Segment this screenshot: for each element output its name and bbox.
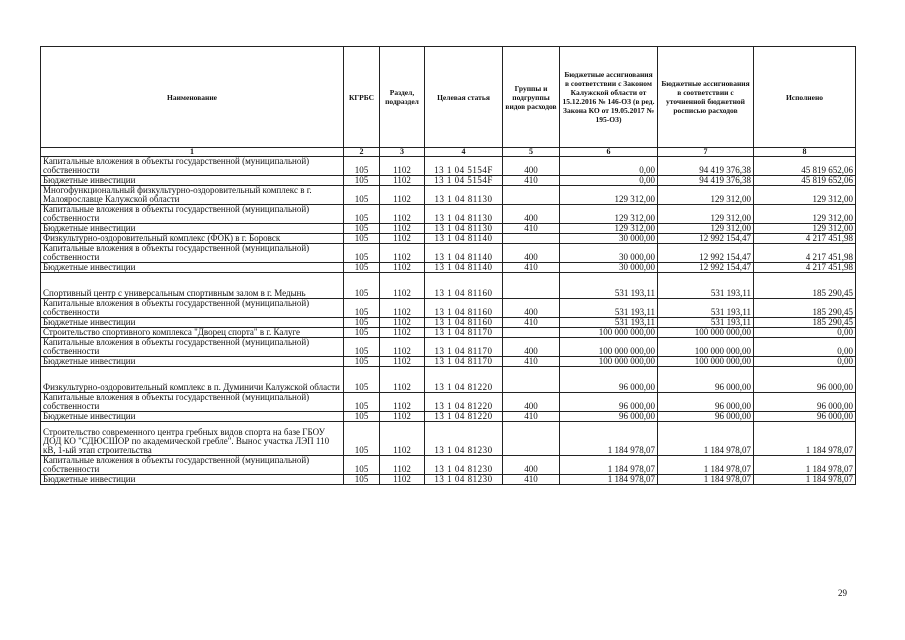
row-executed-amount: 4 217 451,98 [754, 263, 856, 273]
row-kgrbs: 105 [344, 299, 380, 318]
row-group: 410 [503, 224, 560, 234]
row-kgrbs: 105 [344, 234, 380, 244]
table-row [41, 157, 856, 176]
row-name: Бюджетные инвестиции [41, 412, 344, 422]
table-row [41, 234, 856, 244]
row-target: 13 1 04 81220 [425, 412, 503, 422]
table-row [41, 367, 856, 393]
row-roster-amount: 1 184 978,07 [658, 422, 754, 456]
row-target: 13 1 04 81160 [425, 318, 503, 328]
row-executed-amount: 0,00 [754, 357, 856, 367]
row-law-amount: 100 000 000,00 [560, 357, 658, 367]
col-number: 4 [425, 148, 503, 157]
row-kgrbs: 105 [344, 224, 380, 234]
header-law-allocations: Бюджетные ассигнования в соответствии с Законом Калужской области от 15.12.2016 № 146-ОЗ (в ред. Закона КО от 19.05.2017 № 195-ОЗ) [560, 47, 658, 148]
row-group: 410 [503, 176, 560, 186]
row-target: 13 1 04 81140 [425, 263, 503, 273]
row-kgrbs: 105 [344, 338, 380, 357]
row-group [503, 367, 560, 393]
row-section: 1102 [380, 456, 425, 475]
row-kgrbs: 105 [344, 157, 380, 176]
row-target: 13 1 04 81230 [425, 456, 503, 475]
row-executed-amount: 0,00 [754, 338, 856, 357]
row-target: 13 1 04 5154F [425, 157, 503, 176]
row-name: Бюджетные инвестиции [41, 263, 344, 273]
row-section: 1102 [380, 475, 425, 485]
col-number: 1 [41, 148, 344, 157]
row-kgrbs: 105 [344, 357, 380, 367]
row-name: Строительство спортивного комплекса "Дворец спорта" в г. Калуге [41, 328, 344, 338]
row-executed-amount: 4 217 451,98 [754, 244, 856, 263]
col-number: 3 [380, 148, 425, 157]
header-roster-allocations: Бюджетные ассигнования в соответствии с уточненной бюджетной росписью расходов [658, 47, 754, 148]
row-target: 13 1 04 5154F [425, 176, 503, 186]
row-section: 1102 [380, 263, 425, 273]
row-roster-amount: 94 419 376,38 [658, 157, 754, 176]
row-law-amount: 1 184 978,07 [560, 475, 658, 485]
header-group: Группы и подгруппы видов расходов [503, 47, 560, 148]
row-target: 13 1 04 81170 [425, 328, 503, 338]
row-law-amount: 30 000,00 [560, 263, 658, 273]
row-kgrbs: 105 [344, 456, 380, 475]
row-section: 1102 [380, 224, 425, 234]
row-law-amount: 96 000,00 [560, 412, 658, 422]
row-executed-amount: 1 184 978,07 [754, 475, 856, 485]
row-roster-amount: 100 000 000,00 [658, 338, 754, 357]
row-kgrbs: 105 [344, 176, 380, 186]
row-kgrbs: 105 [344, 273, 380, 299]
col-number: 6 [560, 148, 658, 157]
row-law-amount: 531 193,11 [560, 273, 658, 299]
row-group: 410 [503, 263, 560, 273]
row-executed-amount: 45 819 652,06 [754, 157, 856, 176]
row-section: 1102 [380, 328, 425, 338]
table-row [41, 456, 856, 475]
row-executed-amount: 129 312,00 [754, 205, 856, 224]
row-law-amount: 0,00 [560, 176, 658, 186]
row-executed-amount: 96 000,00 [754, 412, 856, 422]
row-law-amount: 30 000,00 [560, 244, 658, 263]
row-group: 400 [503, 456, 560, 475]
row-target: 13 1 04 81170 [425, 338, 503, 357]
row-executed-amount: 96 000,00 [754, 393, 856, 412]
row-kgrbs: 105 [344, 475, 380, 485]
row-roster-amount: 12 992 154,47 [658, 234, 754, 244]
row-target: 13 1 04 81230 [425, 475, 503, 485]
table-row [41, 244, 856, 263]
row-target: 13 1 04 81170 [425, 357, 503, 367]
row-executed-amount: 4 217 451,98 [754, 234, 856, 244]
row-target: 13 1 04 81130 [425, 205, 503, 224]
header-executed: Исполнено [754, 47, 856, 148]
row-section: 1102 [380, 357, 425, 367]
row-target: 13 1 04 81230 [425, 422, 503, 456]
table-body [41, 157, 856, 485]
row-roster-amount: 94 419 376,38 [658, 176, 754, 186]
row-name: Физкультурно-оздоровительный комплекс (ФОК) в г. Боровск [41, 234, 344, 244]
row-section: 1102 [380, 234, 425, 244]
row-name: Бюджетные инвестиции [41, 357, 344, 367]
row-roster-amount: 1 184 978,07 [658, 456, 754, 475]
row-group: 400 [503, 338, 560, 357]
row-executed-amount: 45 819 652,06 [754, 176, 856, 186]
row-kgrbs: 105 [344, 244, 380, 263]
row-roster-amount: 129 312,00 [658, 205, 754, 224]
table-row [41, 224, 856, 234]
row-section: 1102 [380, 176, 425, 186]
col-number: 7 [658, 148, 754, 157]
row-section: 1102 [380, 422, 425, 456]
header-target: Целевая статья [425, 47, 503, 148]
row-group: 400 [503, 393, 560, 412]
row-group [503, 234, 560, 244]
row-name: Капитальные вложения в объекты государственной (муниципальной) собственности [41, 157, 344, 176]
table-row [41, 299, 856, 318]
row-kgrbs: 105 [344, 263, 380, 273]
row-roster-amount: 96 000,00 [658, 393, 754, 412]
table-row [41, 273, 856, 299]
row-name: Капитальные вложения в объекты государственной (муниципальной) собственности [41, 299, 344, 318]
row-roster-amount: 1 184 978,07 [658, 475, 754, 485]
row-law-amount: 531 193,11 [560, 299, 658, 318]
row-name: Бюджетные инвестиции [41, 318, 344, 328]
row-roster-amount: 129 312,00 [658, 186, 754, 205]
row-name: Капитальные вложения в объекты государственной (муниципальной) собственности [41, 338, 344, 357]
row-section: 1102 [380, 318, 425, 328]
row-section: 1102 [380, 412, 425, 422]
row-section: 1102 [380, 186, 425, 205]
table-row [41, 318, 856, 328]
table-row [41, 205, 856, 224]
row-name: Бюджетные инвестиции [41, 475, 344, 485]
col-number: 5 [503, 148, 560, 157]
row-kgrbs: 105 [344, 393, 380, 412]
row-executed-amount: 185 290,45 [754, 273, 856, 299]
header-kgrbs: КГРБС [344, 47, 380, 148]
row-roster-amount: 129 312,00 [658, 224, 754, 234]
row-executed-amount: 0,00 [754, 328, 856, 338]
table-row [41, 357, 856, 367]
row-section: 1102 [380, 157, 425, 176]
row-group: 400 [503, 205, 560, 224]
column-numbers-row [41, 148, 856, 157]
row-target: 13 1 04 81160 [425, 299, 503, 318]
row-kgrbs: 105 [344, 186, 380, 205]
row-law-amount: 1 184 978,07 [560, 456, 658, 475]
header-section: Раздел, подраздел [380, 47, 425, 148]
row-kgrbs: 105 [344, 328, 380, 338]
row-law-amount: 1 184 978,07 [560, 422, 658, 456]
row-name: Капитальные вложения в объекты государственной (муниципальной) собственности [41, 393, 344, 412]
row-group: 410 [503, 475, 560, 485]
table-row [41, 263, 856, 273]
row-group [503, 422, 560, 456]
row-law-amount: 96 000,00 [560, 367, 658, 393]
table-row [41, 328, 856, 338]
col-number: 8 [754, 148, 856, 157]
row-roster-amount: 100 000 000,00 [658, 357, 754, 367]
row-group: 410 [503, 412, 560, 422]
budget-table [40, 46, 856, 485]
row-target: 13 1 04 81130 [425, 224, 503, 234]
row-group: 400 [503, 299, 560, 318]
row-kgrbs: 105 [344, 205, 380, 224]
row-executed-amount: 1 184 978,07 [754, 456, 856, 475]
row-section: 1102 [380, 393, 425, 412]
row-group: 410 [503, 357, 560, 367]
row-group: 400 [503, 244, 560, 263]
row-name: Бюджетные инвестиции [41, 176, 344, 186]
row-target: 13 1 04 81220 [425, 393, 503, 412]
row-kgrbs: 105 [344, 412, 380, 422]
row-law-amount: 100 000 000,00 [560, 328, 658, 338]
row-section: 1102 [380, 367, 425, 393]
row-name: Многофункциональный физкультурно-оздоровительный комплекс в г. Малоярославце Калужской области [41, 186, 344, 205]
row-roster-amount: 100 000 000,00 [658, 328, 754, 338]
row-name: Бюджетные инвестиции [41, 224, 344, 234]
budget-table-sheet [40, 46, 855, 485]
row-group: 400 [503, 157, 560, 176]
row-executed-amount: 1 184 978,07 [754, 422, 856, 456]
row-kgrbs: 105 [344, 367, 380, 393]
table-row [41, 338, 856, 357]
row-kgrbs: 105 [344, 422, 380, 456]
row-law-amount: 96 000,00 [560, 393, 658, 412]
table-row [41, 176, 856, 186]
row-target: 13 1 04 81140 [425, 244, 503, 263]
row-roster-amount: 96 000,00 [658, 367, 754, 393]
table-row [41, 393, 856, 412]
row-executed-amount: 96 000,00 [754, 367, 856, 393]
row-roster-amount: 531 193,11 [658, 273, 754, 299]
row-target: 13 1 04 81220 [425, 367, 503, 393]
page-number: 29 [838, 588, 847, 598]
row-group [503, 328, 560, 338]
row-executed-amount: 185 290,45 [754, 299, 856, 318]
row-law-amount: 129 312,00 [560, 224, 658, 234]
row-name: Спортивный центр с универсальным спортивным залом в г. Медынь [41, 273, 344, 299]
row-section: 1102 [380, 273, 425, 299]
row-name: Капитальные вложения в объекты государственной (муниципальной) собственности [41, 244, 344, 263]
row-kgrbs: 105 [344, 318, 380, 328]
table-row [41, 422, 856, 456]
row-group: 410 [503, 318, 560, 328]
row-roster-amount: 531 193,11 [658, 318, 754, 328]
row-roster-amount: 12 992 154,47 [658, 263, 754, 273]
row-law-amount: 531 193,11 [560, 318, 658, 328]
header-row [41, 47, 856, 148]
row-name: Физкультурно-оздоровительный комплекс в п. Думиничи Калужской области [41, 367, 344, 393]
row-section: 1102 [380, 244, 425, 263]
row-roster-amount: 12 992 154,47 [658, 244, 754, 263]
row-name: Строительство современного центра гребных видов спорта на базе ГБОУ ДОД КО "СДЮСШОР по академической гребле". Вынос участка ЛЭП 110 кВ, 1-ый этап строительства [41, 422, 344, 456]
col-number: 2 [344, 148, 380, 157]
row-section: 1102 [380, 205, 425, 224]
row-name: Капитальные вложения в объекты государственной (муниципальной) собственности [41, 205, 344, 224]
row-section: 1102 [380, 338, 425, 357]
row-law-amount: 30 000,00 [560, 234, 658, 244]
row-target: 13 1 04 81140 [425, 234, 503, 244]
row-roster-amount: 531 193,11 [658, 299, 754, 318]
row-executed-amount: 129 312,00 [754, 186, 856, 205]
row-executed-amount: 129 312,00 [754, 224, 856, 234]
row-roster-amount: 96 000,00 [658, 412, 754, 422]
row-law-amount: 100 000 000,00 [560, 338, 658, 357]
table-row [41, 475, 856, 485]
row-group [503, 273, 560, 299]
table-row [41, 412, 856, 422]
row-executed-amount: 185 290,45 [754, 318, 856, 328]
row-name: Капитальные вложения в объекты государственной (муниципальной) собственности [41, 456, 344, 475]
row-law-amount: 129 312,00 [560, 186, 658, 205]
row-law-amount: 129 312,00 [560, 205, 658, 224]
row-section: 1102 [380, 299, 425, 318]
row-law-amount: 0,00 [560, 157, 658, 176]
row-group [503, 186, 560, 205]
row-target: 13 1 04 81130 [425, 186, 503, 205]
table-row [41, 186, 856, 205]
header-name: Наименование [41, 47, 344, 148]
row-target: 13 1 04 81160 [425, 273, 503, 299]
